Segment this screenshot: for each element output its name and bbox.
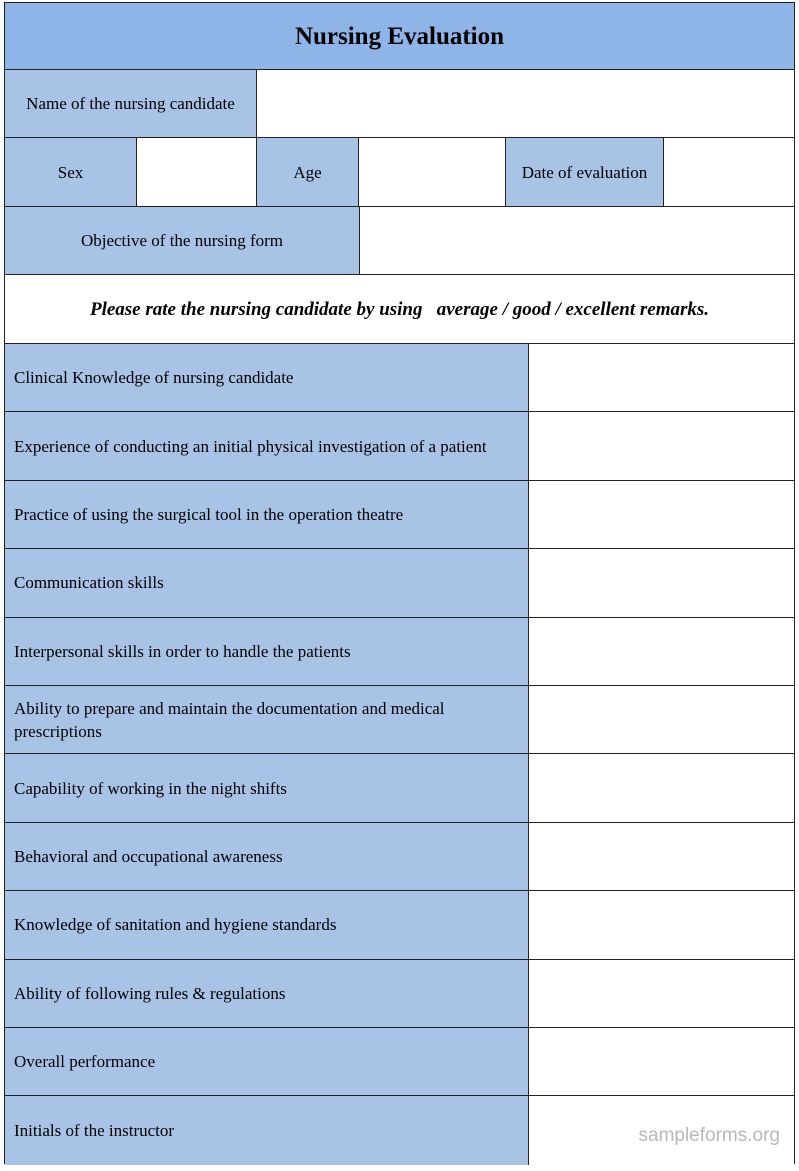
- criteria-label: Ability of following rules & regulations: [5, 960, 529, 1027]
- criteria-label: Experience of conducting an initial physical investigation of a patient: [5, 412, 529, 479]
- criteria-label: Behavioral and occupational awareness: [5, 823, 529, 890]
- watermark: sampleforms.org: [638, 1125, 780, 1146]
- objective-row: [5, 207, 794, 275]
- criteria-row: [5, 1028, 794, 1096]
- rating-instruction: Please rate the nursing candidate by using average / good / excellent remarks.: [89, 298, 710, 320]
- criteria-label: Initials of the instructor: [5, 1096, 529, 1164]
- criteria-row: [5, 960, 794, 1028]
- criteria-row: [5, 344, 794, 412]
- criteria-row: [5, 481, 794, 549]
- nursing-evaluation-form: [4, 2, 795, 1164]
- criteria-label: Interpersonal skills in order to handle the patients: [5, 618, 529, 685]
- sex-field[interactable]: [137, 138, 257, 206]
- date-field[interactable]: [664, 138, 794, 206]
- criteria-rating-field[interactable]: [529, 686, 794, 753]
- criteria-label: Capability of working in the night shifts: [5, 754, 529, 821]
- criteria-rating-field[interactable]: [529, 618, 794, 685]
- criteria-rating-field[interactable]: [529, 481, 794, 548]
- criteria-label: Overall performance: [5, 1028, 529, 1095]
- criteria-rating-field[interactable]: [529, 549, 794, 616]
- criteria-label: Clinical Knowledge of nursing candidate: [5, 344, 529, 411]
- criteria-rating-field[interactable]: [529, 891, 794, 958]
- age-field[interactable]: [359, 138, 506, 206]
- criteria-rating-field[interactable]: [529, 344, 794, 411]
- criteria-label: Communication skills: [5, 549, 529, 616]
- title-row: [5, 3, 794, 70]
- criteria-label: Knowledge of sanitation and hygiene standards: [5, 891, 529, 958]
- criteria-row: [5, 412, 794, 480]
- sex-label: Sex: [5, 138, 137, 206]
- criteria-row: [5, 891, 794, 959]
- objective-field[interactable]: [360, 207, 794, 274]
- sex-age-date-row: [5, 138, 794, 207]
- criteria-label: Practice of using the surgical tool in the operation theatre: [5, 481, 529, 548]
- criteria-row: [5, 754, 794, 822]
- criteria-row: [5, 823, 794, 891]
- date-label: Date of evaluation: [506, 138, 664, 206]
- instruction-row: [5, 275, 794, 344]
- objective-label: Objective of the nursing form: [5, 207, 360, 274]
- name-row: [5, 70, 794, 138]
- criteria-rating-field[interactable]: [529, 823, 794, 890]
- form-title: Nursing Evaluation: [5, 3, 794, 69]
- criteria-rating-field[interactable]: [529, 412, 794, 479]
- criteria-row: [5, 549, 794, 617]
- criteria-rating-field[interactable]: [529, 754, 794, 821]
- name-label: Name of the nursing candidate: [5, 70, 257, 137]
- criteria-row: [5, 618, 794, 686]
- name-field[interactable]: [257, 70, 794, 137]
- criteria-row: [5, 686, 794, 754]
- age-label: Age: [257, 138, 359, 206]
- criteria-label: Ability to prepare and maintain the documentation and medical prescriptions: [5, 686, 529, 753]
- criteria-rating-field[interactable]: [529, 1028, 794, 1095]
- criteria-rating-field[interactable]: [529, 960, 794, 1027]
